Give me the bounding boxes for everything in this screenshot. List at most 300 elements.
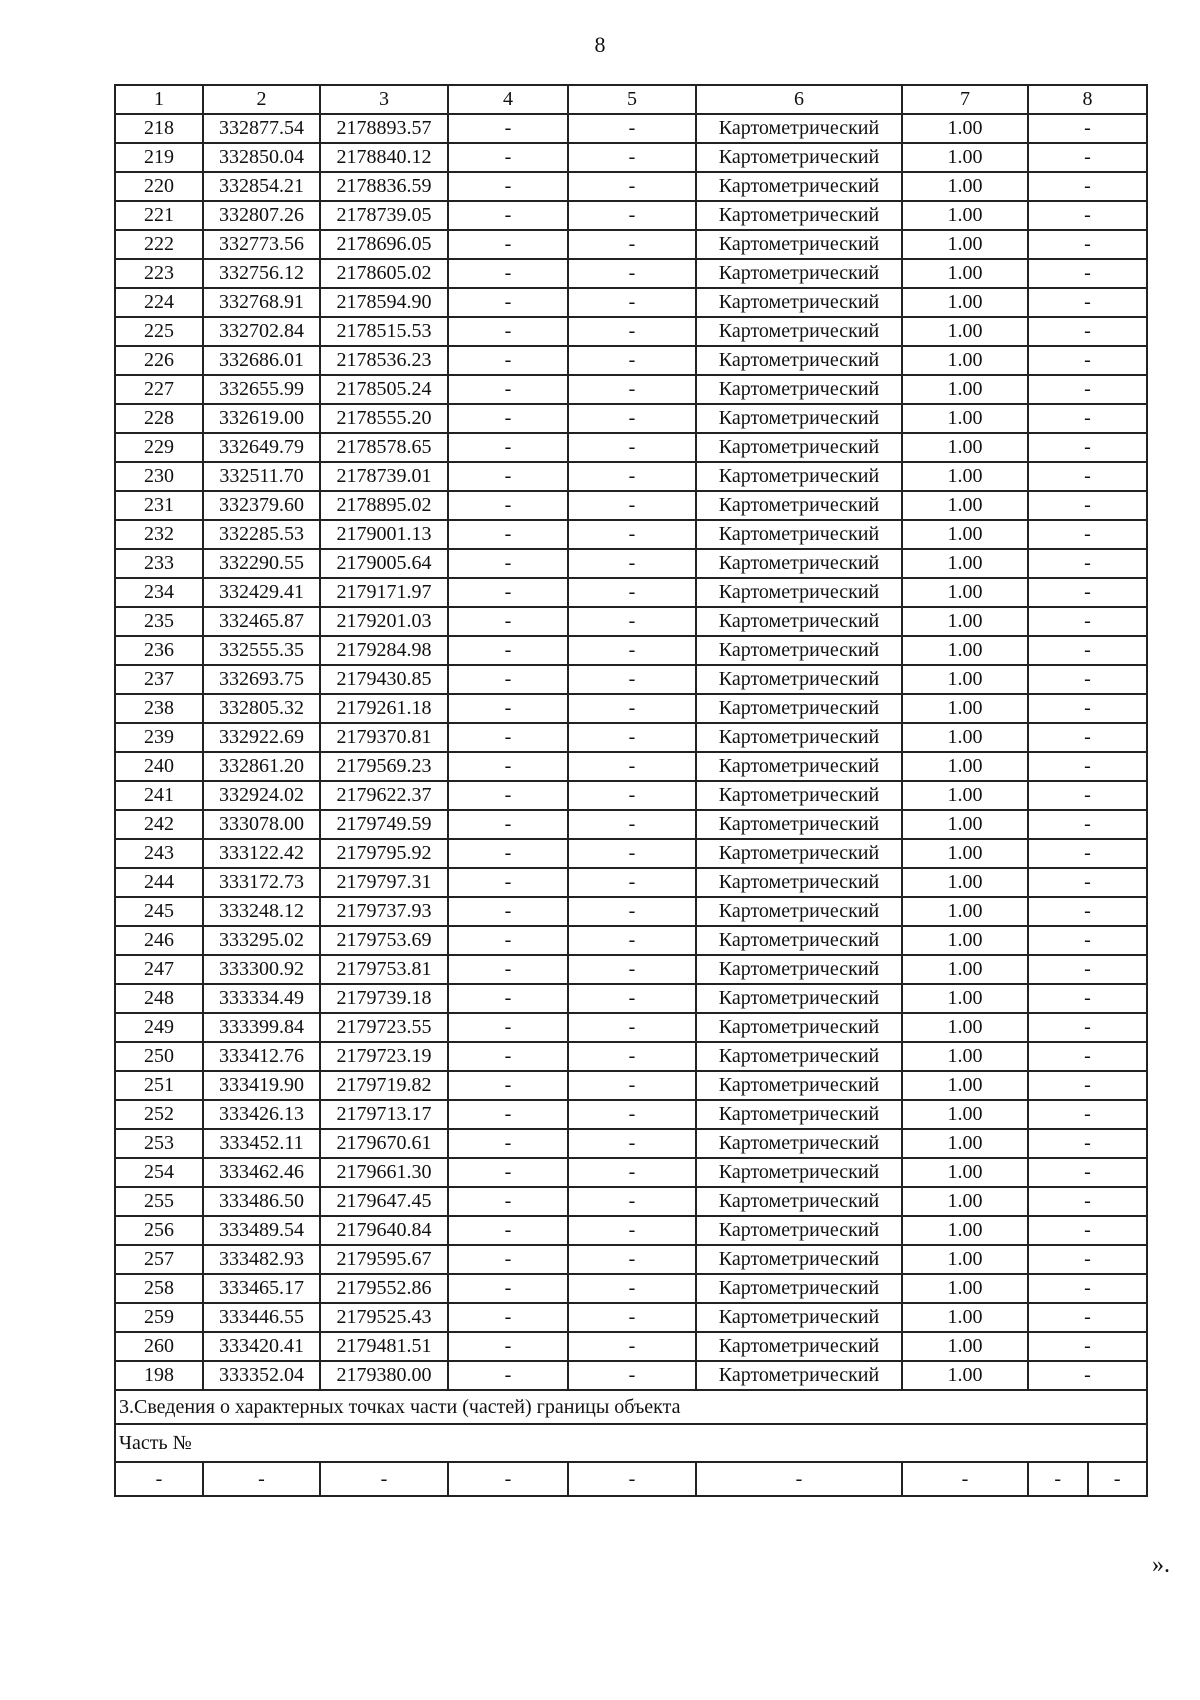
table-cell: Картометрический — [696, 230, 902, 259]
table-cell: 2179001.13 — [320, 520, 448, 549]
table-cell: 1.00 — [902, 868, 1028, 897]
header-cell: 7 — [902, 85, 1028, 114]
table-cell: 333399.84 — [203, 1013, 320, 1042]
table-cell: 333482.93 — [203, 1245, 320, 1274]
table-cell: 1.00 — [902, 810, 1028, 839]
table-cell: 222 — [115, 230, 203, 259]
table-cell: 1.00 — [902, 114, 1028, 143]
table-cell: Картометрический — [696, 810, 902, 839]
table-cell: 2178555.20 — [320, 404, 448, 433]
table-cell: 2178895.02 — [320, 491, 448, 520]
table-cell: 2178578.65 — [320, 433, 448, 462]
table-cell: - — [568, 114, 696, 143]
empty-cell: - — [1113, 1468, 1121, 1490]
empty-cell — [1028, 1462, 1147, 1496]
table-cell: 2179661.30 — [320, 1158, 448, 1187]
table-row — [115, 1013, 1147, 1042]
table-cell: Картометрический — [696, 259, 902, 288]
table-cell: - — [1028, 375, 1147, 404]
table-cell: 239 — [115, 723, 203, 752]
table-cell: - — [448, 636, 568, 665]
table-row — [115, 491, 1147, 520]
table-cell: 1.00 — [902, 984, 1028, 1013]
table-cell: 234 — [115, 578, 203, 607]
table-cell: - — [568, 462, 696, 491]
table-cell: 1.00 — [902, 839, 1028, 868]
table-cell: 2179380.00 — [320, 1361, 448, 1390]
empty-cell: - — [696, 1462, 902, 1496]
header-row — [115, 85, 1147, 114]
table-cell: 332854.21 — [203, 172, 320, 201]
table-row — [115, 781, 1147, 810]
table-cell: - — [568, 810, 696, 839]
table-cell: 1.00 — [902, 752, 1028, 781]
table-cell: Картометрический — [696, 404, 902, 433]
table-cell: - — [568, 1332, 696, 1361]
table-cell: - — [448, 1187, 568, 1216]
table-cell: - — [448, 984, 568, 1013]
table-cell: 332465.87 — [203, 607, 320, 636]
table-cell: Картометрический — [696, 1332, 902, 1361]
table-cell: Картометрический — [696, 143, 902, 172]
table-cell: Картометрический — [696, 1303, 902, 1332]
table-cell: 231 — [115, 491, 203, 520]
table-cell: 258 — [115, 1274, 203, 1303]
table-cell: 2179737.93 — [320, 897, 448, 926]
table-cell: 2178594.90 — [320, 288, 448, 317]
table-cell: - — [448, 694, 568, 723]
table-row — [115, 984, 1147, 1013]
table-cell: 332649.79 — [203, 433, 320, 462]
table-cell: 333334.49 — [203, 984, 320, 1013]
table-cell: - — [448, 781, 568, 810]
table-cell: 1.00 — [902, 172, 1028, 201]
table-cell: 1.00 — [902, 375, 1028, 404]
table-row — [115, 694, 1147, 723]
table-cell: - — [1028, 665, 1147, 694]
table-cell: Картометрический — [696, 201, 902, 230]
table-cell: - — [568, 143, 696, 172]
table-cell: - — [1028, 433, 1147, 462]
table-cell: Картометрический — [696, 607, 902, 636]
table-cell: 332555.35 — [203, 636, 320, 665]
table-cell: Картометрический — [696, 665, 902, 694]
table-cell: 243 — [115, 839, 203, 868]
table-cell: 225 — [115, 317, 203, 346]
table-cell: - — [1028, 1361, 1147, 1390]
table-cell: - — [1028, 491, 1147, 520]
table-cell: Картометрический — [696, 1361, 902, 1390]
table-cell: - — [568, 752, 696, 781]
table-cell: 333412.76 — [203, 1042, 320, 1071]
table-cell: 2178536.23 — [320, 346, 448, 375]
table-cell: 332379.60 — [203, 491, 320, 520]
table-cell: - — [568, 723, 696, 752]
table-cell: 332768.91 — [203, 288, 320, 317]
table-cell: Картометрический — [696, 723, 902, 752]
table-row — [115, 114, 1147, 143]
table-cell: - — [568, 1013, 696, 1042]
table-cell: - — [448, 1129, 568, 1158]
table-cell: 244 — [115, 868, 203, 897]
table-cell: - — [448, 1245, 568, 1274]
table-cell: Картометрический — [696, 346, 902, 375]
table-cell: 1.00 — [902, 288, 1028, 317]
table-cell: 256 — [115, 1216, 203, 1245]
table-cell: 1.00 — [902, 1361, 1028, 1390]
table-cell: - — [1028, 752, 1147, 781]
table-cell: Картометрический — [696, 549, 902, 578]
table-cell: - — [448, 491, 568, 520]
table-row — [115, 201, 1147, 230]
table-cell: 2179284.98 — [320, 636, 448, 665]
table-cell: Картометрический — [696, 1216, 902, 1245]
table-cell: 2179261.18 — [320, 694, 448, 723]
table-cell: - — [448, 1158, 568, 1187]
table-cell: 2179647.45 — [320, 1187, 448, 1216]
table-cell: - — [1028, 404, 1147, 433]
table-cell: - — [1028, 1100, 1147, 1129]
table-cell: 332619.00 — [203, 404, 320, 433]
table-cell: 1.00 — [902, 491, 1028, 520]
table-cell: 240 — [115, 752, 203, 781]
table-row — [115, 520, 1147, 549]
table-cell: 2179713.17 — [320, 1100, 448, 1129]
table-cell: 1.00 — [902, 1245, 1028, 1274]
empty-part-row — [115, 1462, 1147, 1496]
table-cell: 1.00 — [902, 259, 1028, 288]
table-row — [115, 404, 1147, 433]
empty-cell: - — [1029, 1463, 1089, 1495]
table-row — [115, 665, 1147, 694]
table-row — [115, 752, 1147, 781]
table-cell: Картометрический — [696, 1158, 902, 1187]
table-cell: - — [1028, 578, 1147, 607]
table-cell: - — [568, 491, 696, 520]
table-cell: - — [1028, 1245, 1147, 1274]
table-cell: - — [1028, 114, 1147, 143]
table-cell: 1.00 — [902, 1187, 1028, 1216]
table-cell: - — [568, 375, 696, 404]
table-cell: - — [568, 346, 696, 375]
table-cell: 2178840.12 — [320, 143, 448, 172]
table-cell: - — [448, 346, 568, 375]
table-cell: - — [448, 897, 568, 926]
table-cell: 254 — [115, 1158, 203, 1187]
table-cell: 2179640.84 — [320, 1216, 448, 1245]
table-cell: Картометрический — [696, 462, 902, 491]
empty-cell: - — [203, 1462, 320, 1496]
table-cell: Картометрический — [696, 491, 902, 520]
table-row — [115, 868, 1147, 897]
table-cell: 333446.55 — [203, 1303, 320, 1332]
table-cell: - — [568, 230, 696, 259]
table-cell: Картометрический — [696, 897, 902, 926]
table-cell: - — [568, 1274, 696, 1303]
table-cell: 2178836.59 — [320, 172, 448, 201]
table-cell: - — [1028, 955, 1147, 984]
table-cell: - — [448, 520, 568, 549]
table-cell: 1.00 — [902, 607, 1028, 636]
table-cell: - — [568, 839, 696, 868]
table-cell: Картометрический — [696, 694, 902, 723]
table-cell: - — [1028, 143, 1147, 172]
table-row — [115, 462, 1147, 491]
table-cell: Картометрический — [696, 375, 902, 404]
table-cell: 2179719.82 — [320, 1071, 448, 1100]
table-cell: - — [448, 839, 568, 868]
table-cell: 1.00 — [902, 636, 1028, 665]
table-row — [115, 607, 1147, 636]
table-row — [115, 897, 1147, 926]
table-cell: 235 — [115, 607, 203, 636]
table-row — [115, 955, 1147, 984]
table-cell: 333462.46 — [203, 1158, 320, 1187]
table-cell: - — [448, 549, 568, 578]
table-cell: 332807.26 — [203, 201, 320, 230]
table-cell: 333172.73 — [203, 868, 320, 897]
table-cell: 1.00 — [902, 317, 1028, 346]
table-row — [115, 549, 1147, 578]
table-cell: 1.00 — [902, 462, 1028, 491]
table-cell: 332290.55 — [203, 549, 320, 578]
table-cell: 1.00 — [902, 926, 1028, 955]
table-cell: - — [1028, 317, 1147, 346]
table-cell: - — [448, 1071, 568, 1100]
table-cell: Картометрический — [696, 636, 902, 665]
table-cell: - — [568, 201, 696, 230]
table-cell: 2178505.24 — [320, 375, 448, 404]
table-cell: 255 — [115, 1187, 203, 1216]
table-cell: 1.00 — [902, 520, 1028, 549]
table-cell: 229 — [115, 433, 203, 462]
table-cell: 218 — [115, 114, 203, 143]
table-cell: - — [1028, 1332, 1147, 1361]
table-cell: - — [568, 607, 696, 636]
table-cell: - — [1028, 1042, 1147, 1071]
empty-cell: - — [320, 1462, 448, 1496]
table-cell: - — [1028, 984, 1147, 1013]
table-row — [115, 317, 1147, 346]
table-row — [115, 723, 1147, 752]
table-cell: - — [1028, 346, 1147, 375]
table-cell: 2179171.97 — [320, 578, 448, 607]
section-title: 3.Сведения о характерных точках части (частей) границы объекта — [115, 1390, 1147, 1424]
table-cell: 2179569.23 — [320, 752, 448, 781]
table-cell: 2179723.55 — [320, 1013, 448, 1042]
table-cell: - — [1028, 926, 1147, 955]
table-cell: 1.00 — [902, 1129, 1028, 1158]
table-cell: 1.00 — [902, 1100, 1028, 1129]
empty-cell: - — [115, 1462, 203, 1496]
table-cell: - — [448, 1332, 568, 1361]
table-cell: - — [448, 578, 568, 607]
header-cell: 2 — [203, 85, 320, 114]
table-cell: - — [448, 201, 568, 230]
table-cell: - — [1028, 607, 1147, 636]
table-cell: 2179595.67 — [320, 1245, 448, 1274]
part-label-row — [115, 1424, 1147, 1462]
table-cell: 230 — [115, 462, 203, 491]
closing-quote: ». — [1152, 1552, 1170, 1578]
table-cell: - — [568, 781, 696, 810]
header-cell: 4 — [448, 85, 568, 114]
table-cell: 333352.04 — [203, 1361, 320, 1390]
table-cell: Картометрический — [696, 288, 902, 317]
table-cell: - — [448, 1361, 568, 1390]
table-cell: 332773.56 — [203, 230, 320, 259]
table-cell: 1.00 — [902, 1158, 1028, 1187]
table-cell: 248 — [115, 984, 203, 1013]
table-cell: 223 — [115, 259, 203, 288]
table-cell: - — [448, 926, 568, 955]
table-cell: 1.00 — [902, 665, 1028, 694]
table-cell: - — [568, 1158, 696, 1187]
table-cell: - — [1028, 201, 1147, 230]
table-cell: 332922.69 — [203, 723, 320, 752]
table-row — [115, 172, 1147, 201]
table-cell: - — [568, 694, 696, 723]
table-cell: Картометрический — [696, 520, 902, 549]
table-cell: 1.00 — [902, 143, 1028, 172]
table-row — [115, 578, 1147, 607]
table-cell: - — [1028, 1274, 1147, 1303]
table-cell: 1.00 — [902, 694, 1028, 723]
table-cell: - — [568, 1187, 696, 1216]
table-cell: 332693.75 — [203, 665, 320, 694]
table-cell: Картометрический — [696, 984, 902, 1013]
table-cell: - — [568, 1100, 696, 1129]
table-cell: 2178696.05 — [320, 230, 448, 259]
table-cell: 1.00 — [902, 201, 1028, 230]
table-cell: 2179670.61 — [320, 1129, 448, 1158]
table-cell: Картометрический — [696, 578, 902, 607]
empty-cell: - — [448, 1462, 568, 1496]
table-cell: 236 — [115, 636, 203, 665]
table-cell: Картометрический — [696, 1245, 902, 1274]
table-cell: 1.00 — [902, 230, 1028, 259]
table-cell: - — [448, 607, 568, 636]
table-cell: - — [568, 984, 696, 1013]
table-cell: 1.00 — [902, 1303, 1028, 1332]
table-cell: - — [1028, 1129, 1147, 1158]
table-cell: 333452.11 — [203, 1129, 320, 1158]
table-cell: 260 — [115, 1332, 203, 1361]
table-cell: - — [448, 462, 568, 491]
table-cell: - — [448, 1013, 568, 1042]
table-cell: 257 — [115, 1245, 203, 1274]
header-cell: 8 — [1028, 85, 1147, 114]
table-cell: - — [1028, 1187, 1147, 1216]
table-cell: Картометрический — [696, 839, 902, 868]
header-cell: 6 — [696, 85, 902, 114]
table-cell: - — [1028, 1071, 1147, 1100]
table-cell: 333420.41 — [203, 1332, 320, 1361]
table-row — [115, 230, 1147, 259]
table-cell: Картометрический — [696, 1042, 902, 1071]
table-cell: 333426.13 — [203, 1100, 320, 1129]
table-cell: 2179201.03 — [320, 607, 448, 636]
table-cell: - — [448, 1303, 568, 1332]
table-cell: 2178739.05 — [320, 201, 448, 230]
table-cell: - — [448, 114, 568, 143]
table-cell: 333300.92 — [203, 955, 320, 984]
table-cell: 238 — [115, 694, 203, 723]
table-row — [115, 1187, 1147, 1216]
table-cell: Картометрический — [696, 1071, 902, 1100]
table-cell: 2179723.19 — [320, 1042, 448, 1071]
table-cell: 332805.32 — [203, 694, 320, 723]
table-cell: 1.00 — [902, 1332, 1028, 1361]
table-cell: 1.00 — [902, 955, 1028, 984]
table-cell: - — [448, 1042, 568, 1071]
table-cell: 249 — [115, 1013, 203, 1042]
table-cell: 332861.20 — [203, 752, 320, 781]
table-cell: - — [1028, 462, 1147, 491]
table-cell: - — [448, 868, 568, 897]
table-cell: 332924.02 — [203, 781, 320, 810]
table-cell: 333465.17 — [203, 1274, 320, 1303]
table-cell: 247 — [115, 955, 203, 984]
table-cell: - — [1028, 897, 1147, 926]
table-cell: - — [448, 1274, 568, 1303]
table-row — [115, 1129, 1147, 1158]
table-cell: - — [1028, 723, 1147, 752]
table-cell: 233 — [115, 549, 203, 578]
table-cell: 332850.04 — [203, 143, 320, 172]
table-row — [115, 375, 1147, 404]
table-cell: 253 — [115, 1129, 203, 1158]
table-cell: Картометрический — [696, 1274, 902, 1303]
table-cell: 251 — [115, 1071, 203, 1100]
table-cell: - — [1028, 1013, 1147, 1042]
table-cell: - — [568, 578, 696, 607]
table-cell: - — [568, 433, 696, 462]
table-cell: 2179430.85 — [320, 665, 448, 694]
table-cell: 332877.54 — [203, 114, 320, 143]
table-cell: 2179753.81 — [320, 955, 448, 984]
table-cell: - — [568, 636, 696, 665]
table-cell: Картометрический — [696, 433, 902, 462]
table-row — [115, 346, 1147, 375]
table-cell: - — [448, 143, 568, 172]
table-cell: 332686.01 — [203, 346, 320, 375]
table-cell: 333248.12 — [203, 897, 320, 926]
table-cell: - — [1028, 259, 1147, 288]
table-row — [115, 1216, 1147, 1245]
table-cell: 333486.50 — [203, 1187, 320, 1216]
table-cell: - — [1028, 636, 1147, 665]
empty-cell: - — [902, 1462, 1028, 1496]
table-cell: 1.00 — [902, 578, 1028, 607]
table-cell: 2179797.31 — [320, 868, 448, 897]
table-cell: Картометрический — [696, 1129, 902, 1158]
table-cell: - — [448, 723, 568, 752]
table-cell: 250 — [115, 1042, 203, 1071]
table-cell: 2178515.53 — [320, 317, 448, 346]
table-cell: 2179005.64 — [320, 549, 448, 578]
table-cell: - — [1028, 781, 1147, 810]
table-row — [115, 1042, 1147, 1071]
table-cell: 2179753.69 — [320, 926, 448, 955]
table-cell: - — [568, 404, 696, 433]
table-cell: - — [568, 172, 696, 201]
table-cell: - — [448, 288, 568, 317]
table-cell: - — [1028, 694, 1147, 723]
table-cell: - — [448, 375, 568, 404]
table-cell: 333295.02 — [203, 926, 320, 955]
table-row — [115, 926, 1147, 955]
